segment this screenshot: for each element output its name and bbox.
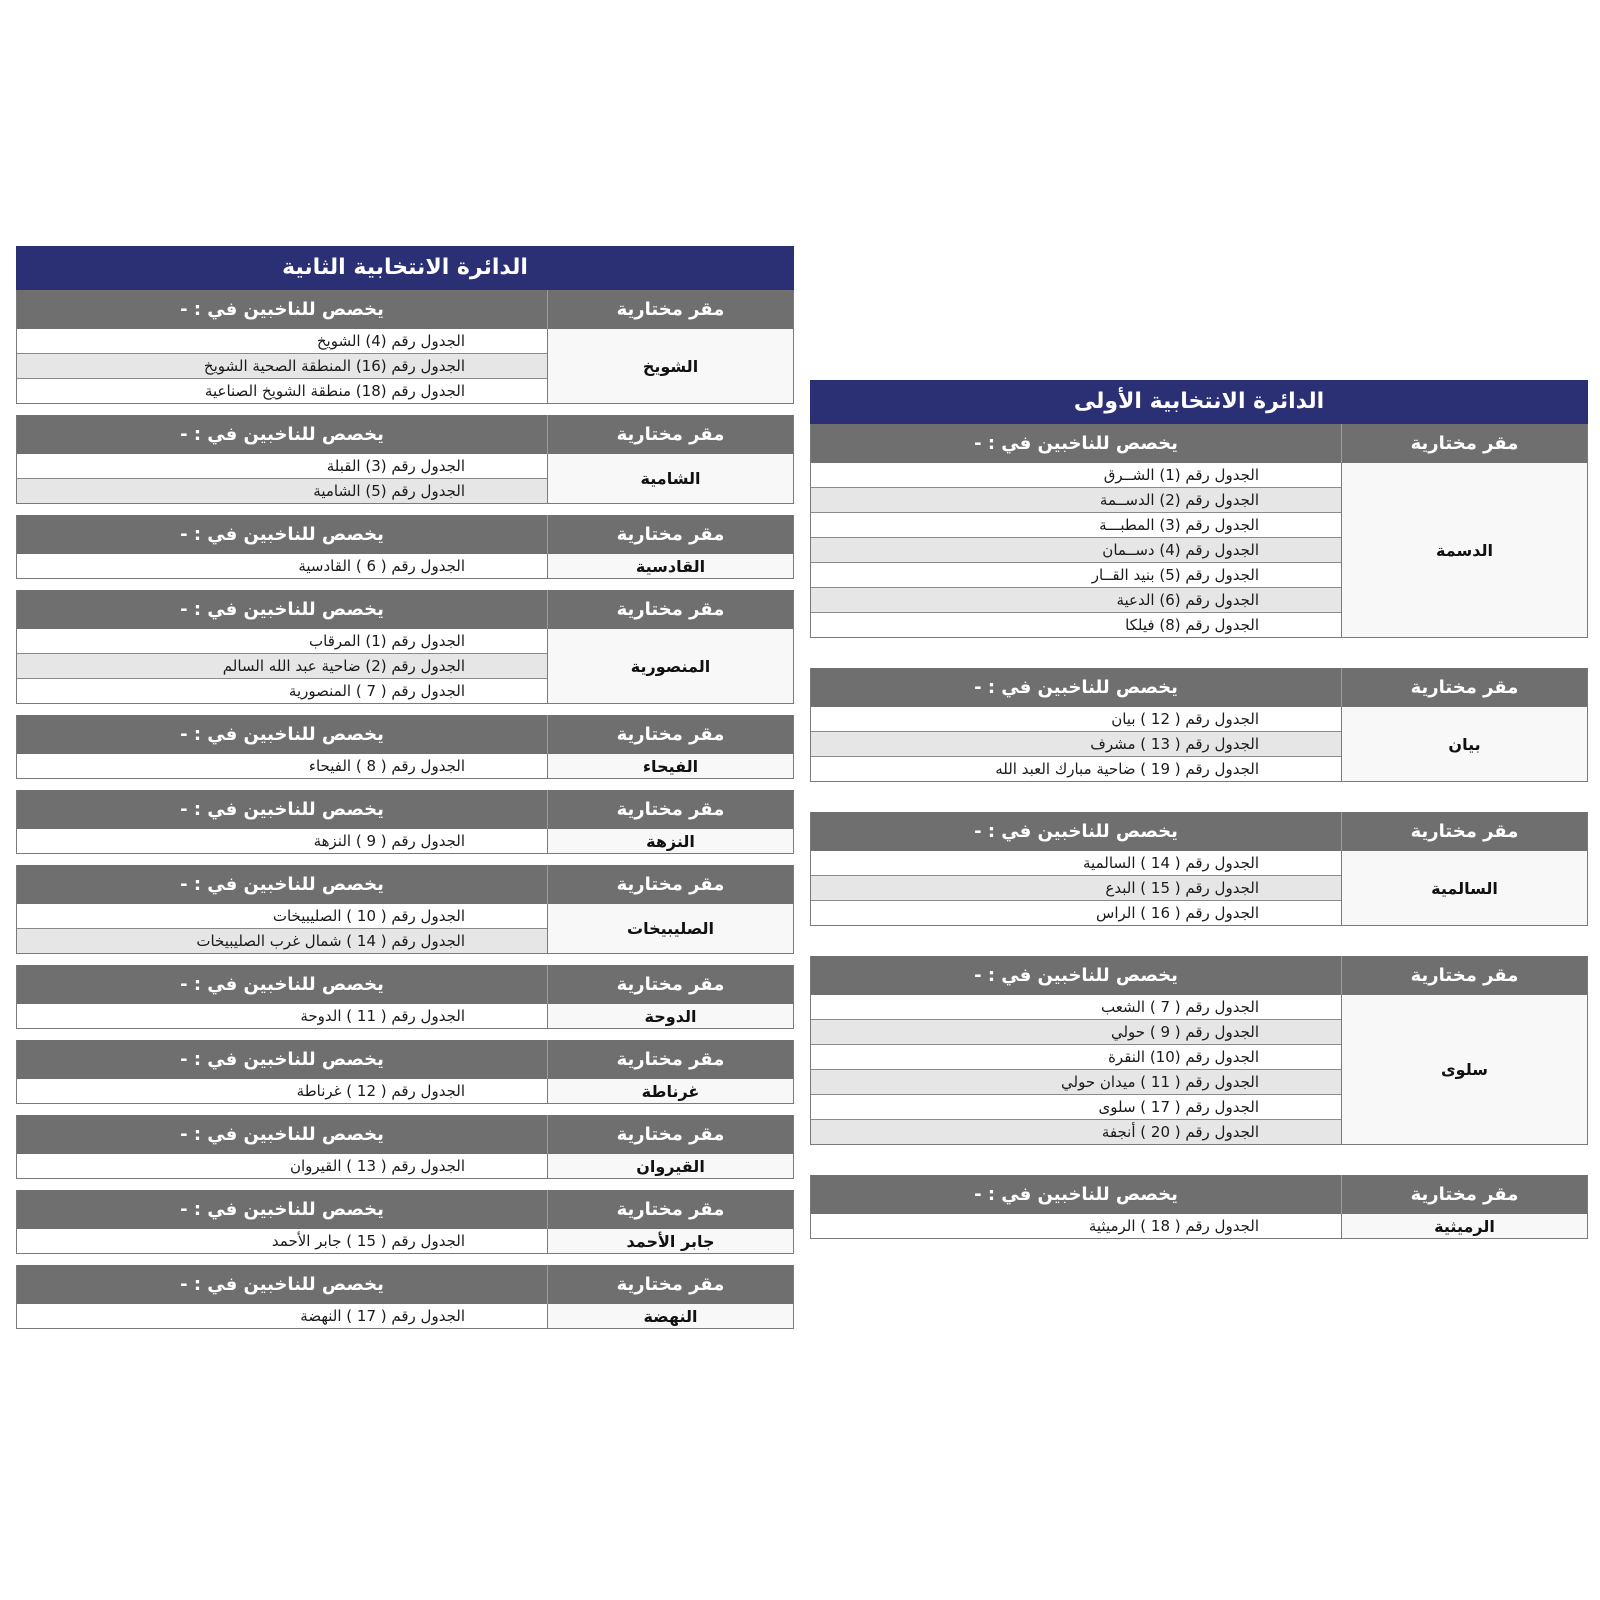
voters-header: يخصص للناخبين في : - (974, 677, 1178, 698)
voter-table-row: الجدول رقم ( 16 ) الراس (1096, 904, 1259, 922)
block-header (17, 1040, 793, 1079)
district-1-table (810, 380, 1588, 1239)
seat-block (16, 590, 794, 704)
block-spacer (810, 926, 1588, 956)
voter-table-list (17, 754, 547, 778)
seat-name: النزهة (547, 829, 793, 853)
voter-table-list (811, 1214, 1341, 1238)
seat-header: مقر مختارية (1341, 812, 1587, 851)
voter-table-row: الجدول رقم ( 9 ) حولي (811, 1020, 1341, 1045)
block-header (811, 668, 1587, 707)
block-spacer (16, 1029, 794, 1040)
district-2-title: الدائرة الانتخابية الثانية (16, 246, 794, 290)
seat-header: مقر مختارية (1341, 424, 1587, 463)
seat-block (16, 790, 794, 854)
block-header (17, 715, 793, 754)
block-spacer (16, 704, 794, 715)
block-spacer (16, 1179, 794, 1190)
voter-table-row: الجدول رقم ( 11 ) ميدان حولي (811, 1070, 1341, 1095)
seat-header: مقر مختارية (547, 1040, 793, 1079)
block-header (17, 515, 793, 554)
seat-name: المنصورية (547, 629, 793, 703)
seat-block (16, 715, 794, 779)
voters-header: يخصص للناخبين في : - (180, 874, 384, 895)
voter-table-list (17, 1004, 547, 1028)
seat-header: مقر مختارية (547, 965, 793, 1004)
voter-table-row: الجدول رقم (3) القبلة (17, 454, 547, 479)
seat-name: القادسية (547, 554, 793, 578)
seat-name: بيان (1341, 707, 1587, 781)
block-spacer (16, 404, 794, 415)
seat-header: مقر مختارية (547, 1115, 793, 1154)
district-2-table (16, 246, 794, 1329)
district-1-blocks (810, 424, 1588, 1239)
block-body (17, 829, 793, 853)
voter-table-row: الجدول رقم ( 7 ) المنصورية (288, 682, 465, 700)
block-body (17, 1304, 793, 1328)
seat-name: سلوى (1341, 995, 1587, 1144)
seat-block (16, 1265, 794, 1329)
voter-table-row: الجدول رقم (3) المطبـــة (811, 513, 1341, 538)
voter-table-row: الجدول رقم (4) الشويخ (17, 329, 547, 354)
voter-table-list (17, 329, 547, 403)
seat-block (810, 812, 1588, 926)
voter-table-row: الجدول رقم (6) الدعية (811, 588, 1341, 613)
seat-header: مقر مختارية (547, 1265, 793, 1304)
block-body (17, 904, 793, 953)
voters-header: يخصص للناخبين في : - (180, 524, 384, 545)
district-1-title: الدائرة الانتخابية الأولى (810, 380, 1588, 424)
voter-table-row: الجدول رقم (10) النقرة (811, 1045, 1341, 1070)
seat-name: الشويخ (547, 329, 793, 403)
block-header (17, 865, 793, 904)
voter-table-row: الجدول رقم (2) الدســمة (811, 488, 1341, 513)
seat-header: مقر مختارية (547, 1190, 793, 1229)
seat-header: مقر مختارية (547, 415, 793, 454)
block-header (17, 290, 793, 329)
seat-header: مقر مختارية (547, 290, 793, 329)
block-header (811, 1175, 1587, 1214)
voter-table-list (811, 995, 1341, 1144)
voter-table-row: الجدول رقم ( 7 ) الشعب (811, 995, 1341, 1020)
block-header (17, 1115, 793, 1154)
block-body (811, 851, 1587, 925)
block-header (811, 956, 1587, 995)
block-body (811, 463, 1587, 637)
seat-block (16, 515, 794, 579)
voter-table-list (17, 904, 547, 953)
seat-block (810, 424, 1588, 638)
voter-table-row: الجدول رقم (2) ضاحية عبد الله السالم (17, 654, 547, 679)
voter-table-list (17, 829, 547, 853)
voter-table-row: الجدول رقم ( 18 ) الرميثية (1088, 1217, 1259, 1235)
block-header (811, 424, 1587, 463)
voters-header: يخصص للناخبين في : - (180, 724, 384, 745)
voter-table-list (811, 707, 1341, 781)
seat-block (810, 1175, 1588, 1239)
block-spacer (16, 779, 794, 790)
voter-table-row: الجدول رقم ( 12 ) بيان (811, 707, 1341, 732)
voter-table-row: الجدول رقم ( 20 ) أنجفة (811, 1120, 1341, 1144)
block-header (17, 415, 793, 454)
block-header (17, 1190, 793, 1229)
seat-name: الدوحة (547, 1004, 793, 1028)
block-spacer (16, 504, 794, 515)
voter-table-row: الجدول رقم ( 6 ) القادسية (298, 557, 465, 575)
voter-table-row: الجدول رقم ( 11 ) الدوحة (300, 1007, 465, 1025)
voters-header: يخصص للناخبين في : - (180, 599, 384, 620)
voters-header: يخصص للناخبين في : - (180, 1199, 384, 1220)
seat-block (16, 1040, 794, 1104)
seat-name: الدسمة (1341, 463, 1587, 637)
voters-header: يخصص للناخبين في : - (974, 1184, 1178, 1205)
voter-table-row: الجدول رقم ( 9 ) النزهة (313, 832, 465, 850)
seat-header: مقر مختارية (547, 790, 793, 829)
seat-block (810, 668, 1588, 782)
voter-table-list (17, 1154, 547, 1178)
voters-header: يخصص للناخبين في : - (180, 799, 384, 820)
block-body (17, 754, 793, 778)
voter-table-row: الجدول رقم ( 19 ) ضاحية مبارك العبد الله (995, 760, 1259, 778)
seat-name: الشامية (547, 454, 793, 503)
voter-table-row: الجدول رقم ( 12 ) غرناطة (296, 1082, 465, 1100)
seat-name: جابر الأحمد (547, 1229, 793, 1253)
block-spacer (810, 782, 1588, 812)
voter-table-row: الجدول رقم ( 17 ) النهضة (300, 1307, 465, 1325)
voter-table-list (811, 463, 1341, 637)
voters-header: يخصص للناخبين في : - (180, 1124, 384, 1145)
seat-header: مقر مختارية (1341, 956, 1587, 995)
voter-table-list (17, 629, 547, 703)
seat-header: مقر مختارية (547, 590, 793, 629)
seat-block (16, 965, 794, 1029)
block-header (811, 812, 1587, 851)
block-body (17, 1154, 793, 1178)
seat-block (16, 415, 794, 504)
seat-header: مقر مختارية (1341, 1175, 1587, 1214)
block-spacer (16, 954, 794, 965)
block-body (17, 554, 793, 578)
block-body (17, 1004, 793, 1028)
voter-table-row: الجدول رقم ( 15 ) البدع (811, 876, 1341, 901)
seat-block (16, 1115, 794, 1179)
seat-header: مقر مختارية (547, 865, 793, 904)
voter-table-row: الجدول رقم (5) بنيد القــار (811, 563, 1341, 588)
voter-table-list (17, 554, 547, 578)
block-body (811, 707, 1587, 781)
seat-name: الصليبيخات (547, 904, 793, 953)
block-body (17, 454, 793, 503)
block-spacer (810, 1145, 1588, 1175)
block-body (17, 1079, 793, 1103)
block-spacer (810, 638, 1588, 668)
voter-table-row: الجدول رقم ( 14 ) السالمية (811, 851, 1341, 876)
block-header (17, 965, 793, 1004)
seat-name: غرناطة (547, 1079, 793, 1103)
voter-table-list (811, 851, 1341, 925)
block-spacer (16, 1254, 794, 1265)
seat-name: النهضة (547, 1304, 793, 1328)
voters-header: يخصص للناخبين في : - (180, 299, 384, 320)
voter-table-row: الجدول رقم ( 17 ) سلوى (811, 1095, 1341, 1120)
seat-block (16, 290, 794, 404)
voter-table-row: الجدول رقم (1) الشــرق (811, 463, 1341, 488)
voter-table-list (17, 1229, 547, 1253)
voter-table-list (17, 1304, 547, 1328)
block-spacer (16, 854, 794, 865)
voters-header: يخصص للناخبين في : - (974, 965, 1178, 986)
seat-block (810, 956, 1588, 1145)
voter-table-row: الجدول رقم (4) دســمان (811, 538, 1341, 563)
block-body (811, 1214, 1587, 1238)
voters-header: يخصص للناخبين في : - (180, 1274, 384, 1295)
voter-table-list (17, 1079, 547, 1103)
block-header (17, 1265, 793, 1304)
voters-header: يخصص للناخبين في : - (974, 433, 1178, 454)
voter-table-list (17, 454, 547, 503)
voter-table-row: الجدول رقم ( 15 ) جابر الأحمد (271, 1232, 465, 1250)
voters-header: يخصص للناخبين في : - (974, 821, 1178, 842)
voter-table-row: الجدول رقم ( 10 ) الصليبيخات (17, 904, 547, 929)
block-header (17, 590, 793, 629)
voter-table-row: الجدول رقم (8) فيلكا (1125, 616, 1259, 634)
seat-name: الفيحاء (547, 754, 793, 778)
block-body (17, 629, 793, 703)
block-spacer (16, 1104, 794, 1115)
voter-table-row: الجدول رقم (16) المنطقة الصحية الشويخ (17, 354, 547, 379)
voters-header: يخصص للناخبين في : - (180, 974, 384, 995)
voter-table-row: الجدول رقم (18) منطقة الشويخ الصناعية (204, 382, 465, 400)
block-header (17, 790, 793, 829)
block-body (17, 329, 793, 403)
seat-header: مقر مختارية (547, 515, 793, 554)
voter-table-row: الجدول رقم ( 14 ) شمال غرب الصليبيخات (17, 929, 547, 953)
seat-block (16, 1190, 794, 1254)
voters-header: يخصص للناخبين في : - (180, 1049, 384, 1070)
seat-name: القيروان (547, 1154, 793, 1178)
voters-header: يخصص للناخبين في : - (180, 424, 384, 445)
voter-table-row: الجدول رقم ( 8 ) الفيحاء (308, 757, 465, 775)
voter-table-row: الجدول رقم (1) المرقاب (17, 629, 547, 654)
district-2-blocks (16, 290, 794, 1329)
seat-block (16, 865, 794, 954)
voter-table-row: الجدول رقم (5) الشامية (17, 479, 547, 503)
block-body (17, 1229, 793, 1253)
seat-header: مقر مختارية (547, 715, 793, 754)
voter-table-row: الجدول رقم ( 13 ) القيروان (289, 1157, 465, 1175)
seat-name: الرميثية (1341, 1214, 1587, 1238)
block-body (811, 995, 1587, 1144)
seat-header: مقر مختارية (1341, 668, 1587, 707)
seat-name: السالمية (1341, 851, 1587, 925)
block-spacer (16, 579, 794, 590)
voter-table-row: الجدول رقم ( 13 ) مشرف (811, 732, 1341, 757)
